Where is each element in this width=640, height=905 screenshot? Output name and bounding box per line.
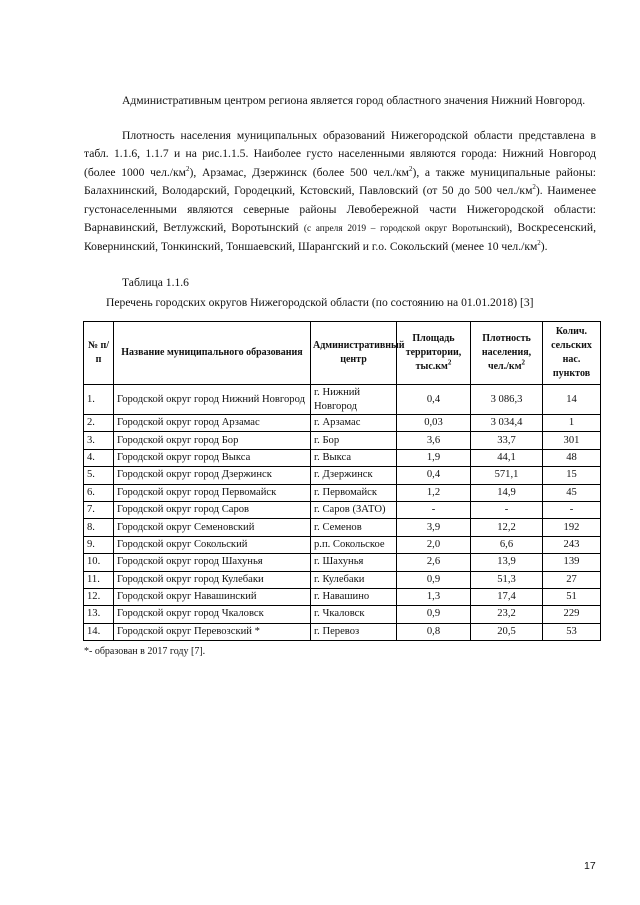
table-row — [84, 467, 601, 484]
row-settlements-cell: - — [543, 501, 601, 518]
header-name: Название муниципального образования — [114, 322, 311, 385]
row-area-cell: 3,6 — [397, 432, 471, 449]
table-row — [84, 415, 601, 432]
table-row — [84, 484, 601, 501]
row-name-cell: Городской округ город Бор — [114, 432, 311, 449]
row-name-cell: Городской округ город Дзержинск — [114, 467, 311, 484]
table-header-row — [84, 322, 601, 385]
header-num: № п/п — [84, 322, 114, 385]
table-title: Перечень городских округов Нижегородской области (по состоянию на 01.01.2018) [3] — [106, 296, 534, 309]
paragraph-density-note: (с апреля 2019 – городской округ Воротынский) — [303, 224, 510, 235]
row-center-cell: г. Бор — [311, 432, 397, 449]
row-center-cell: г. Выкса — [311, 449, 397, 466]
row-area-cell: 2,6 — [397, 554, 471, 571]
row-density-cell: 23,2 — [471, 606, 543, 623]
row-center-cell: г. Арзамас — [311, 415, 397, 432]
row-settlements-cell: 27 — [543, 571, 601, 588]
row-density-cell: 17,4 — [471, 588, 543, 605]
row-density-cell: 14,9 — [471, 484, 543, 501]
row-num-cell: 12. — [84, 588, 114, 605]
row-area-cell: 3,9 — [397, 519, 471, 536]
header-density-text: Плотность населения, чел./км — [481, 333, 532, 372]
row-density-cell: 20,5 — [471, 623, 543, 640]
row-num-cell: 7. — [84, 501, 114, 518]
row-density-cell: 3 086,3 — [471, 385, 543, 415]
row-density-cell: 51,3 — [471, 571, 543, 588]
paragraph-density-text-b: ), Арзамас, Дзержинск (более 500 чел./км — [189, 165, 409, 179]
paragraph-admin-center: Административным центром региона является город областного значения Нижний Новгород. — [122, 94, 586, 107]
header-area-text: Площадь территории, тыс.км — [405, 333, 462, 372]
row-settlements-cell: 192 — [543, 519, 601, 536]
row-settlements-cell: 15 — [543, 467, 601, 484]
header-density — [471, 322, 543, 385]
row-density-cell: - — [471, 501, 543, 518]
row-center-cell: г. Шахунья — [311, 554, 397, 571]
row-settlements-cell: 229 — [543, 606, 601, 623]
row-area-cell: 0,4 — [397, 385, 471, 415]
row-area-cell: 0,8 — [397, 623, 471, 640]
row-settlements-cell: 139 — [543, 554, 601, 571]
row-name-cell: Городской округ город Первомайск — [114, 484, 311, 501]
row-area-cell: 0,9 — [397, 571, 471, 588]
row-name-cell: Городской округ город Саров — [114, 501, 311, 518]
row-name-cell: Городской округ Перевозский * — [114, 623, 311, 640]
row-center-cell: г. Навашино — [311, 588, 397, 605]
row-density-cell: 6,6 — [471, 536, 543, 553]
row-center-cell: г. Семенов — [311, 519, 397, 536]
row-name-cell: Городской округ город Выкса — [114, 449, 311, 466]
row-name-cell: Городской округ город Кулебаки — [114, 571, 311, 588]
paragraph-density-text-a: Плотность населения муниципальных образований Нижегородской области представлена в табл. 1.1.6, 1.1.7 и на рис.1.1.5. Наиболее густо населенными являются города: Нижний Новгород (более 1000 чел./км — [84, 129, 596, 179]
row-num-cell: 14. — [84, 623, 114, 640]
table-row — [84, 536, 601, 553]
table-row — [84, 501, 601, 518]
paragraph-density-text-e: , Воскресенский, Ковернинский, Тонкинский, Тоншаевский, Шарангский и г.о. Сокольский (менее 10 чел./км — [84, 221, 596, 254]
table-body — [84, 385, 601, 641]
row-num-cell: 8. — [84, 519, 114, 536]
row-num-cell: 10. — [84, 554, 114, 571]
header-area-sup: 2 — [447, 358, 452, 367]
row-name-cell: Городской округ Навашинский — [114, 588, 311, 605]
row-settlements-cell: 301 — [543, 432, 601, 449]
row-density-cell: 571,1 — [471, 467, 543, 484]
table-row — [84, 449, 601, 466]
row-num-cell: 13. — [84, 606, 114, 623]
row-center-cell: г. Первомайск — [311, 484, 397, 501]
row-area-cell: 0,4 — [397, 467, 471, 484]
row-center-cell: р.п. Сокольское — [311, 536, 397, 553]
row-area-cell: 1,3 — [397, 588, 471, 605]
row-settlements-cell: 48 — [543, 449, 601, 466]
districts-table — [83, 321, 601, 641]
row-settlements-cell: 45 — [543, 484, 601, 501]
row-num-cell: 9. — [84, 536, 114, 553]
row-density-cell: 44,1 — [471, 449, 543, 466]
row-num-cell: 11. — [84, 571, 114, 588]
table-row — [84, 623, 601, 640]
superscript: 2 — [537, 239, 541, 248]
row-area-cell: - — [397, 501, 471, 518]
row-center-cell: г. Перевоз — [311, 623, 397, 640]
superscript: 2 — [408, 164, 413, 173]
row-area-cell: 2,0 — [397, 536, 471, 553]
row-settlements-cell: 243 — [543, 536, 601, 553]
row-density-cell: 13,9 — [471, 554, 543, 571]
row-settlements-cell: 1 — [543, 415, 601, 432]
row-area-cell: 1,9 — [397, 449, 471, 466]
row-density-cell: 12,2 — [471, 519, 543, 536]
row-name-cell: Городской округ Сокольский — [114, 536, 311, 553]
paragraph-density-text-c: ), а также муниципальные районы: Балахнинский, Володарский, Городецкий, Кстовский, Павловский (от 50 до 500 чел./км — [84, 165, 596, 198]
footnote: *- образован в 2017 году [7]. — [84, 646, 206, 657]
row-center-cell: г. Чкаловск — [311, 606, 397, 623]
row-name-cell: Городской округ город Арзамас — [114, 415, 311, 432]
row-area-cell: 1,2 — [397, 484, 471, 501]
paragraph-density-text-f: ). — [540, 240, 548, 254]
row-settlements-cell: 53 — [543, 623, 601, 640]
row-num-cell: 2. — [84, 415, 114, 432]
row-center-cell: г. Нижний Новгород — [311, 385, 397, 415]
header-settlements: Колич. сельских нас. пунктов — [543, 322, 601, 385]
row-area-cell: 0,9 — [397, 606, 471, 623]
row-density-cell: 33,7 — [471, 432, 543, 449]
header-density-sup: 2 — [521, 358, 526, 367]
row-center-cell: г. Саров (ЗАТО) — [311, 501, 397, 518]
row-num-cell: 1. — [84, 385, 114, 415]
row-name-cell: Городской округ город Нижний Новгород — [114, 385, 311, 415]
table-row — [84, 606, 601, 623]
paragraph-density — [84, 127, 596, 257]
paragraph-density-text-d: ). Наименее густонаселенными являются северные районы Левобережной части Нижегородской области: Варнавинский, Ветлужский, Воротынский — [84, 184, 597, 235]
table-row — [84, 385, 601, 415]
superscript: 2 — [532, 183, 536, 192]
header-center: Административный центр — [311, 322, 397, 385]
row-num-cell: 5. — [84, 467, 114, 484]
table-row — [84, 571, 601, 588]
row-density-cell: 3 034,4 — [471, 415, 543, 432]
table-row — [84, 588, 601, 605]
page-number: 17 — [584, 860, 596, 872]
row-name-cell: Городской округ Семеновский — [114, 519, 311, 536]
table-row — [84, 554, 601, 571]
row-name-cell: Городской округ город Шахунья — [114, 554, 311, 571]
header-area — [397, 322, 471, 385]
table-label: Таблица 1.1.6 — [122, 276, 189, 289]
table-row — [84, 519, 601, 536]
table-row — [84, 432, 601, 449]
row-settlements-cell: 51 — [543, 588, 601, 605]
row-num-cell: 4. — [84, 449, 114, 466]
row-center-cell: г. Кулебаки — [311, 571, 397, 588]
row-num-cell: 3. — [84, 432, 114, 449]
superscript: 2 — [185, 164, 190, 173]
row-name-cell: Городской округ город Чкаловск — [114, 606, 311, 623]
row-center-cell: г. Дзержинск — [311, 467, 397, 484]
row-num-cell: 6. — [84, 484, 114, 501]
row-settlements-cell: 14 — [543, 385, 601, 415]
row-area-cell: 0,03 — [397, 415, 471, 432]
